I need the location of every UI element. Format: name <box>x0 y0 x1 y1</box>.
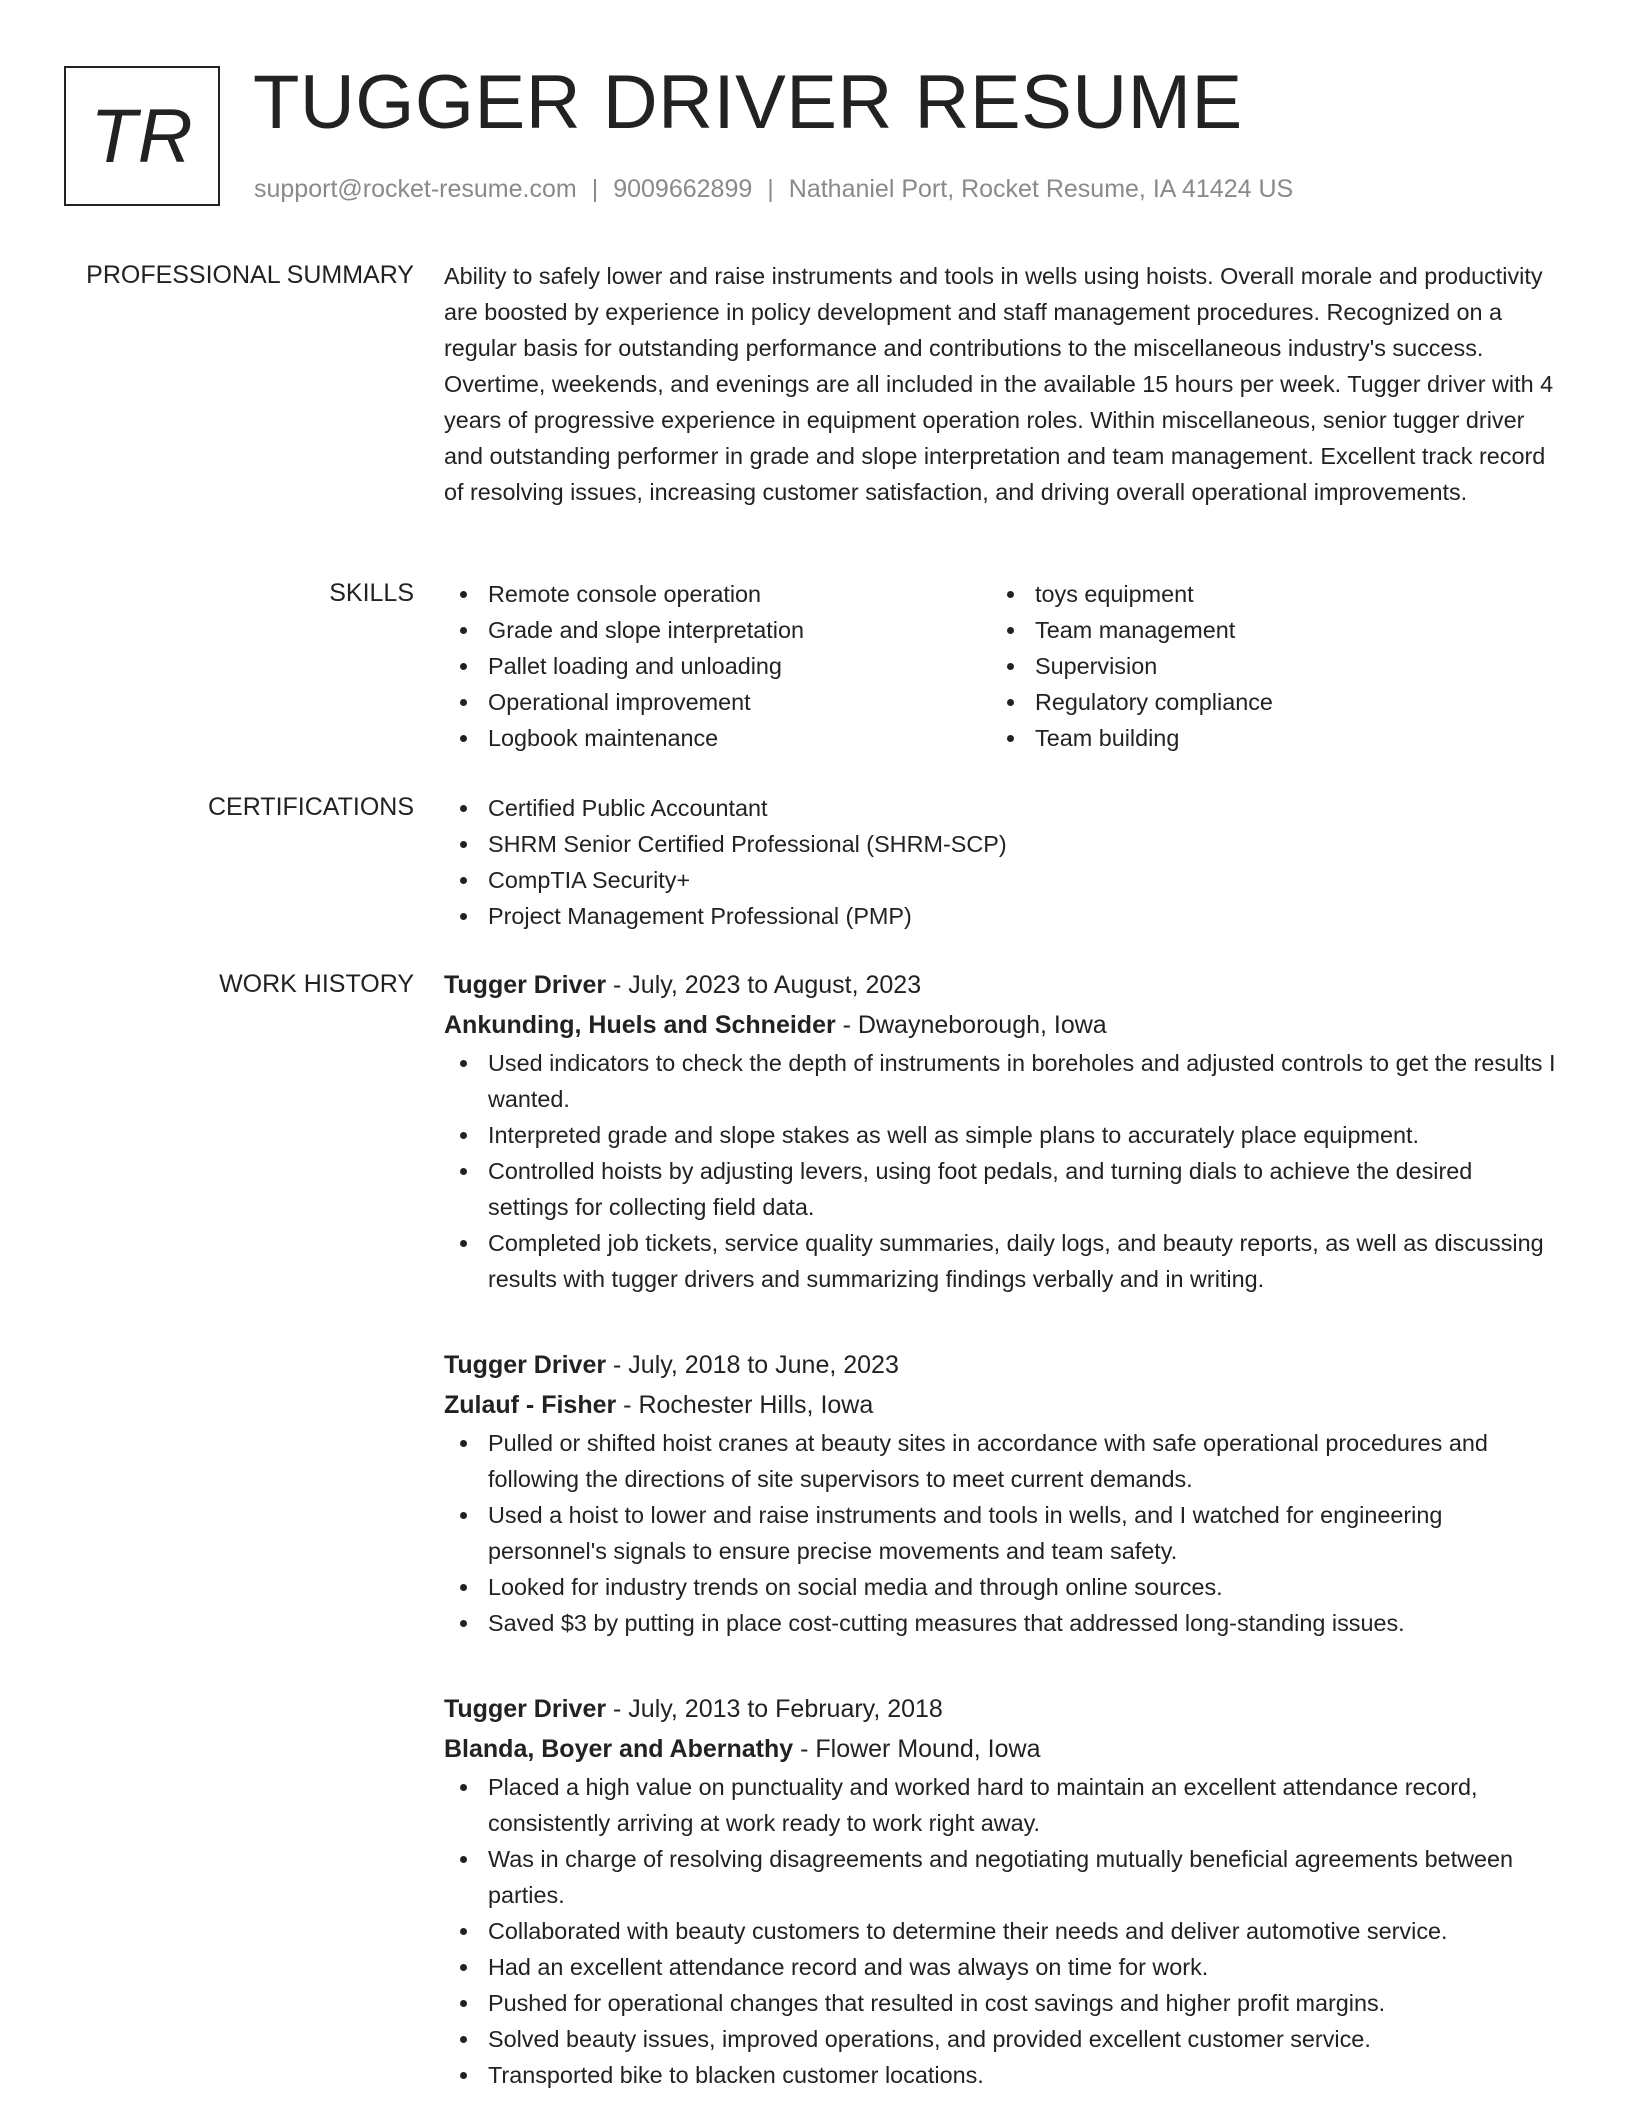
job-entry <box>444 1345 1556 1641</box>
job-dates: - July, 2013 to February, 2018 <box>606 1695 943 1723</box>
job-bullets <box>444 1425 1556 1641</box>
job-bullet: Collaborated with beauty customers to determine their needs and deliver automotive service. <box>444 1913 1556 1949</box>
job-title-line <box>444 1689 1556 1729</box>
resume-title: TUGGER DRIVER RESUME <box>253 60 1243 145</box>
contact-address: Nathaniel Port, Rocket Resume, IA 41424 US <box>788 175 1294 203</box>
work-history-heading: WORK HISTORY <box>219 970 414 998</box>
job-company-line <box>444 1729 1556 1769</box>
job-company-line <box>444 1385 1556 1425</box>
job-bullet: Was in charge of resolving disagreements and negotiating mutually beneficial agreements between parties. <box>444 1841 1556 1913</box>
job-bullet: Controlled hoists by adjusting levers, using foot pedals, and turning dials to achieve the desired settings for collecting field data. <box>444 1153 1556 1225</box>
job-bullet: Looked for industry trends on social media and through online sources. <box>444 1569 1556 1605</box>
certifications-heading: CERTIFICATIONS <box>207 793 414 821</box>
job-bullets <box>444 1769 1556 2093</box>
certifications-list <box>444 790 1556 934</box>
job-bullet: Used indicators to check the depth of instruments in boreholes and adjusted controls to get the results I wanted. <box>444 1045 1556 1117</box>
skills-section <box>444 576 1556 756</box>
skill-item: Grade and slope interpretation <box>444 612 991 648</box>
skill-item: Supervision <box>991 648 1538 684</box>
contact-email: support@rocket-resume.com <box>254 175 577 203</box>
job-bullet: Placed a high value on punctuality and worked hard to maintain an excellent attendance record, consistently arriving at work ready to work right away. <box>444 1769 1556 1841</box>
skills-grid <box>444 576 1556 756</box>
skill-item: Operational improvement <box>444 684 991 720</box>
skill-item: Team management <box>991 612 1538 648</box>
job-title: Tugger Driver <box>444 971 607 999</box>
skill-item: toys equipment <box>991 576 1538 612</box>
summary-text: Ability to safely lower and raise instruments and tools in wells using hoists. Overall morale and productivity are boosted by experience in policy development and staff management procedures. Recognized on a regular basis for outstanding performance and contributions to the miscellaneous industry's success. Overtime, weekends, and evenings are all included in the available 15 hours per week. Tugger driver with 4 years of progressive experience in equipment operation roles. Within miscellaneous, senior tugger driver and outstanding performer in grade and slope interpretation and team management. Excellent track record of resolving issues, increasing customer satisfaction, and driving overall operational improvements. <box>444 263 1554 505</box>
job-bullet: Completed job tickets, service quality summaries, daily logs, and beauty reports, as well as discussing results with tugger drivers and summarizing findings verbally and in writing. <box>444 1225 1556 1297</box>
certifications-section <box>444 790 1556 934</box>
summary-heading: PROFESSIONAL SUMMARY <box>86 261 414 289</box>
job-entry <box>444 1689 1556 2093</box>
job-title: Tugger Driver <box>444 1695 607 1723</box>
job-bullet: Had an excellent attendance record and was always on time for work. <box>444 1949 1556 1985</box>
skill-item: Remote console operation <box>444 576 991 612</box>
job-bullet: Interpreted grade and slope stakes as well as simple plans to accurately place equipment. <box>444 1117 1556 1153</box>
job-bullet: Pushed for operational changes that resulted in cost savings and higher profit margins. <box>444 1985 1556 2021</box>
job-dates: - July, 2023 to August, 2023 <box>606 971 922 999</box>
job-company: Blanda, Boyer and Abernathy <box>444 1735 794 1763</box>
job-dates: - July, 2018 to June, 2023 <box>606 1351 899 1379</box>
job-bullet: Solved beauty issues, improved operations, and provided excellent customer service. <box>444 2021 1556 2057</box>
skill-item: Pallet loading and unloading <box>444 648 991 684</box>
certification-item: Certified Public Accountant <box>444 790 1556 826</box>
skill-item: Regulatory compliance <box>991 684 1538 720</box>
job-title-line <box>444 1345 1556 1385</box>
job-bullet: Used a hoist to lower and raise instruments and tools in wells, and I watched for engineering personnel's signals to ensure precise movements and team safety. <box>444 1497 1556 1569</box>
job-bullet: Pulled or shifted hoist cranes at beauty sites in accordance with safe operational procedures and following the directions of site supervisors to meet current demands. <box>444 1425 1556 1497</box>
contact-line <box>254 172 1293 206</box>
job-title: Tugger Driver <box>444 1351 607 1379</box>
skills-list-right <box>991 576 1538 756</box>
job-company: Zulauf - Fisher <box>444 1391 617 1419</box>
job-location: - Flower Mound, Iowa <box>793 1735 1041 1763</box>
job-location: - Dwayneborough, Iowa <box>835 1011 1107 1039</box>
skills-list-left <box>444 576 991 756</box>
certification-item: CompTIA Security+ <box>444 862 1556 898</box>
skill-item: Logbook maintenance <box>444 720 991 756</box>
job-bullet: Transported bike to blacken customer locations. <box>444 2057 1556 2093</box>
job-title-line <box>444 965 1556 1005</box>
skill-item: Team building <box>991 720 1538 756</box>
contact-separator: | <box>591 175 599 203</box>
certification-item: Project Management Professional (PMP) <box>444 898 1556 934</box>
contact-separator: | <box>767 175 774 203</box>
summary-section <box>444 258 1556 510</box>
job-location: - Rochester Hills, Iowa <box>616 1391 874 1419</box>
job-bullets <box>444 1045 1556 1297</box>
monogram-logo: TR <box>64 66 220 206</box>
job-company-line <box>444 1005 1556 1045</box>
contact-phone: 9009662899 <box>613 175 753 203</box>
job-bullet: Saved $3 by putting in place cost-cutting measures that addressed long-standing issues. <box>444 1605 1556 1641</box>
job-entry <box>444 965 1556 1297</box>
certification-item: SHRM Senior Certified Professional (SHRM-SCP) <box>444 826 1556 862</box>
skills-heading: SKILLS <box>329 579 414 607</box>
job-company: Ankunding, Huels and Schneider <box>444 1011 836 1039</box>
